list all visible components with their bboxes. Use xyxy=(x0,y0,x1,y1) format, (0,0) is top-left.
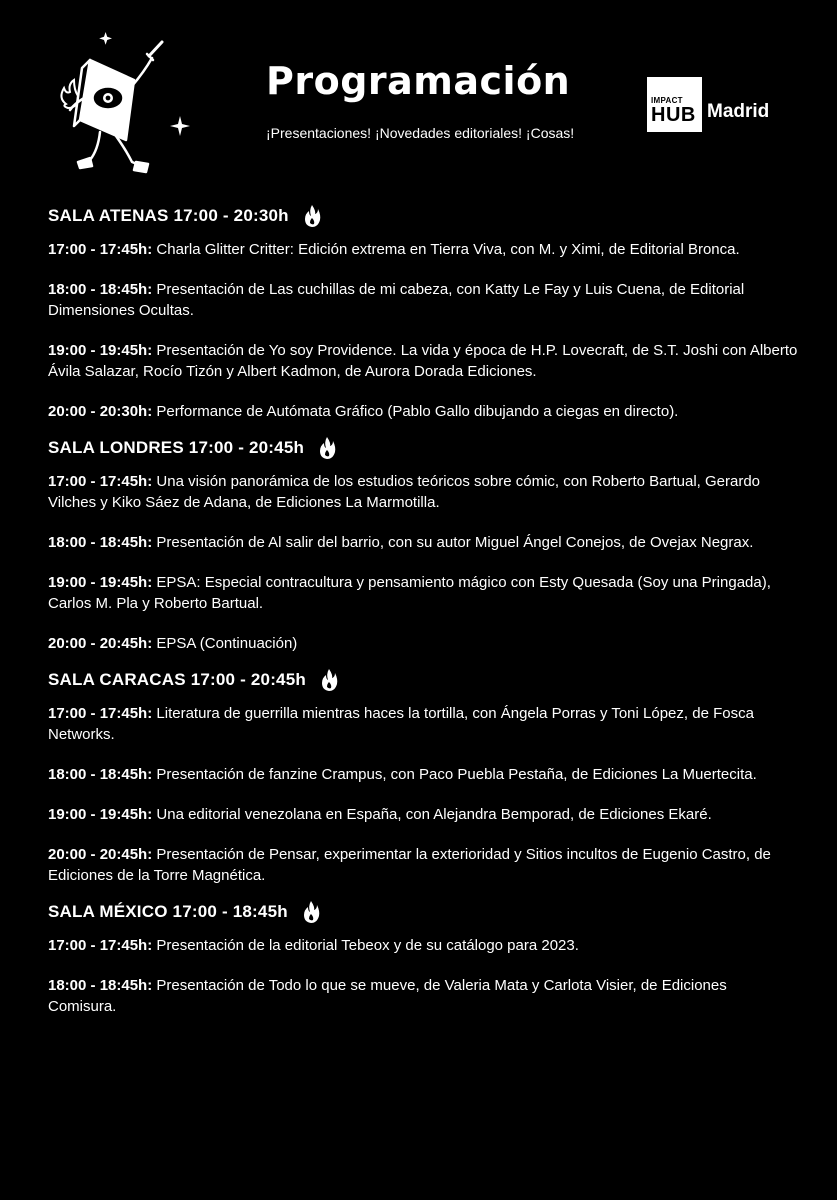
item-time: 19:00 - 19:45h: xyxy=(48,574,153,591)
schedule-item xyxy=(48,572,798,614)
item-text: Charla Glitter Critter: Edición extrema en Tierra Viva, con M. y Ximi, de Editorial Bronca. xyxy=(156,241,740,258)
program-content xyxy=(48,198,798,1025)
book-mascot-illustration xyxy=(52,28,202,178)
section-heading xyxy=(48,198,798,226)
section-heading xyxy=(48,894,798,922)
flame-icon xyxy=(302,899,320,924)
item-text: Presentación de la editorial Tebeox y de su catálogo para 2023. xyxy=(156,937,579,954)
flame-icon xyxy=(318,435,336,460)
item-text: Presentación de Pensar, experimentar la exterioridad y Sitios incultos de Eugenio Castro, de Ediciones de la Torre Magnética. xyxy=(48,846,771,884)
item-time: 20:00 - 20:45h: xyxy=(48,846,153,863)
item-time: 18:00 - 18:45h: xyxy=(48,534,153,551)
logo-impact-text: IMPACT xyxy=(651,96,683,105)
item-text: Performance de Autómata Gráfico (Pablo Gallo dibujando a ciegas en directo). xyxy=(156,403,679,420)
item-time: 17:00 - 17:45h: xyxy=(48,473,153,490)
item-text: Presentación de fanzine Crampus, con Paco Puebla Pestaña, de Ediciones La Muertecita. xyxy=(156,766,757,783)
item-time: 18:00 - 18:45h: xyxy=(48,766,153,783)
page-title: Programación xyxy=(266,59,571,103)
schedule-item xyxy=(48,633,798,654)
schedule-item xyxy=(48,401,798,422)
section-heading xyxy=(48,430,798,458)
item-text: Una editorial venezolana en España, con Alejandra Bemporad, de Ediciones Ekaré. xyxy=(156,806,712,823)
item-time: 17:00 - 17:45h: xyxy=(48,705,153,722)
item-text: Presentación de Todo lo que se mueve, de Valeria Mata y Carlota Visier, de Ediciones Comisura. xyxy=(48,977,727,1015)
item-text: Una visión panorámica de los estudios teóricos sobre cómic, con Roberto Bartual, Gerardo Vilches y Kiko Sáez de Adana, de Ediciones La Marmotilla. xyxy=(48,473,761,511)
item-text: Presentación de Las cuchillas de mi cabeza, con Katty Le Fay y Luis Cuena, de Editorial Dimensiones Ocultas. xyxy=(48,281,745,319)
impact-hub-logo xyxy=(647,77,769,132)
item-time: 19:00 - 19:45h: xyxy=(48,342,153,359)
logo-hub-text: HUB xyxy=(651,104,696,126)
page-subtitle: ¡Presentaciones! ¡Novedades editoriales! ¡Cosas! xyxy=(266,125,575,141)
item-text: EPSA: Especial contracultura y pensamiento mágico con Esty Quesada (Soy una Pringada), Carlos M. Pla y Roberto Bartual. xyxy=(48,574,771,612)
section-heading xyxy=(48,662,798,690)
schedule-item xyxy=(48,340,798,382)
section-sala-atenas xyxy=(48,198,798,422)
item-time: 19:00 - 19:45h: xyxy=(48,806,153,823)
flame-icon xyxy=(320,667,338,692)
schedule-item xyxy=(48,532,798,553)
section-title: SALA LONDRES 17:00 - 20:45h xyxy=(48,438,305,457)
schedule-item xyxy=(48,975,798,1017)
item-text: Presentación de Yo soy Providence. La vida y época de H.P. Lovecraft, de S.T. Joshi con Alberto Ávila Salazar, Rocío Tizón y Albert Kadmon, de Aurora Dorada Ediciones. xyxy=(48,342,798,380)
schedule-item xyxy=(48,844,798,886)
item-time: 18:00 - 18:45h: xyxy=(48,281,153,298)
section-title: SALA MÉXICO 17:00 - 18:45h xyxy=(48,902,288,921)
schedule-item xyxy=(48,239,798,260)
section-sala-caracas xyxy=(48,662,798,886)
schedule-item xyxy=(48,279,798,321)
schedule-item xyxy=(48,935,798,956)
item-text: EPSA (Continuación) xyxy=(156,635,298,652)
schedule-item xyxy=(48,764,798,785)
flame-icon xyxy=(303,203,321,228)
schedule-item xyxy=(48,804,798,825)
logo-city-text: Madrid xyxy=(707,100,770,122)
item-time: 20:00 - 20:45h: xyxy=(48,635,153,652)
section-title: SALA CARACAS 17:00 - 20:45h xyxy=(48,670,306,689)
item-time: 20:00 - 20:30h: xyxy=(48,403,153,420)
section-sala-mexico xyxy=(48,894,798,1017)
item-text: Literatura de guerrilla mientras haces la tortilla, con Ángela Porras y Toni López, de Fosca Networks. xyxy=(48,705,754,743)
section-title: SALA ATENAS 17:00 - 20:30h xyxy=(48,206,289,225)
impact-hub-logo-box xyxy=(647,77,702,132)
item-time: 17:00 - 17:45h: xyxy=(48,937,153,954)
item-time: 18:00 - 18:45h: xyxy=(48,977,153,994)
schedule-item xyxy=(48,471,798,513)
item-time: 17:00 - 17:45h: xyxy=(48,241,153,258)
section-sala-londres xyxy=(48,430,798,654)
item-text: Presentación de Al salir del barrio, con su autor Miguel Ángel Conejos, de Ovejax Negrax. xyxy=(156,534,754,551)
schedule-item xyxy=(48,703,798,745)
